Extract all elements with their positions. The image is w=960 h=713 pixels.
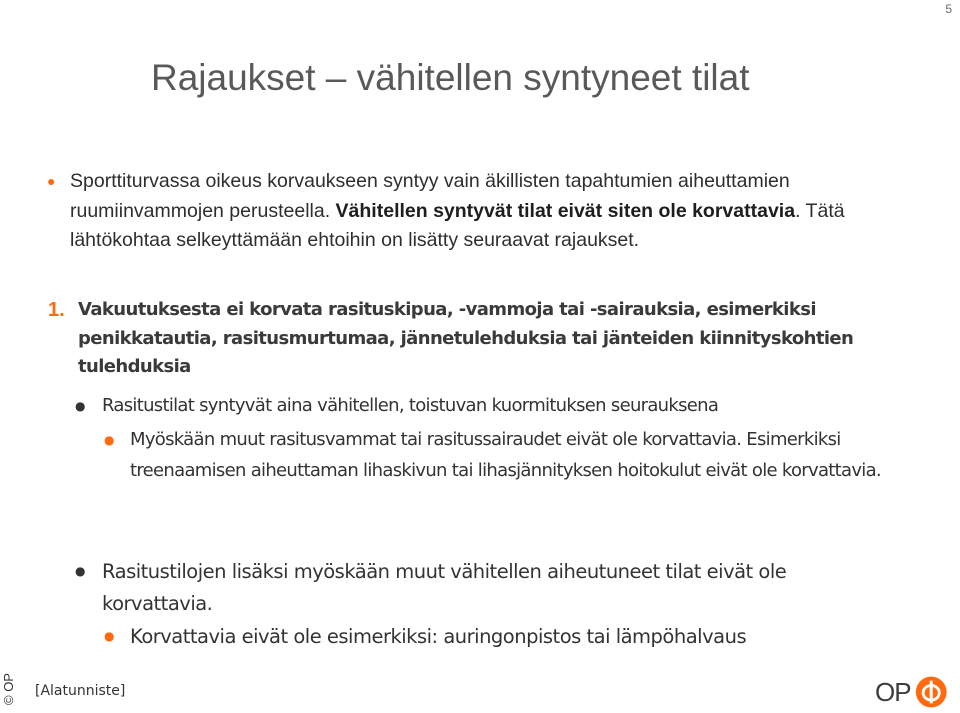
intro-text-end: . Tätä lähtökohtaa selkeyttämään ehtoihin on lisätty seuraavat rajaukset. (70, 199, 845, 251)
op-logo-icon (915, 673, 947, 711)
item-number: 1. (48, 299, 65, 321)
bullet-dot-icon: ● (104, 629, 114, 643)
bullet-dot-icon: ● (104, 433, 114, 447)
sub-bullet-rasitustilojen (75, 556, 875, 620)
copyright: © OP (1, 673, 16, 705)
page-number: 5 (945, 2, 952, 16)
sub-bullet-text: Korvattavia eivät ole esimerkiksi: auringonpistos tai lämpöhalvaus (130, 625, 747, 648)
op-logo (875, 671, 947, 713)
sub-bullet-text: Myöskään muut rasitusvammat tai rasitussairaudet eivät ole korvattavia. Esimerkiksi treenaamisen aiheuttaman lihaskivun tai lihasjännityksen hoitokulut eivät ole korvattavia. (130, 429, 881, 481)
slide-title: Rajaukset – vähitellen syntyneet tilat (151, 57, 750, 98)
sub-bullet-text: Rasitustilat syntyvät aina vähitellen, toistuvan kuormituksen seurauksena (102, 395, 719, 416)
sub-bullet-myoskaan (104, 425, 884, 486)
intro-text-bold: Vähitellen syntyvät tilat eivät siten ole korvattavia (335, 199, 796, 222)
intro-bullet (47, 167, 917, 256)
sub-bullet-text: Rasitustilojen lisäksi myöskään muut vähitellen aiheutuneet tilat eivät ole korvattavia. (102, 560, 787, 615)
intro-text-plain: Sporttiturvassa oikeus korvaukseen syntyy vain äkillisten tapahtumien aiheuttamien ruumiinvammojen perusteella. (70, 170, 790, 222)
sub-bullet-rasitustilat (75, 391, 875, 421)
intro-text (70, 167, 917, 256)
footer-text: [Alatunniste] (35, 683, 126, 699)
bullet-dot-icon: ● (75, 399, 85, 413)
bullet-dot-icon: ● (47, 173, 56, 189)
logo-text: OP (875, 676, 911, 707)
bullet-dot-icon: ● (75, 564, 85, 578)
item-text: Vakuutuksesta ei korvata rasituskipua, -vammoja tai -sairauksia, esimerkiksi penikkatautia, rasitusmurtumaa, jännetulehduksia tai jänteiden kiinnityskohtien tulehduksia (78, 299, 854, 377)
sub-bullet-korvattavia (104, 621, 884, 653)
numbered-item-1 (48, 296, 908, 382)
